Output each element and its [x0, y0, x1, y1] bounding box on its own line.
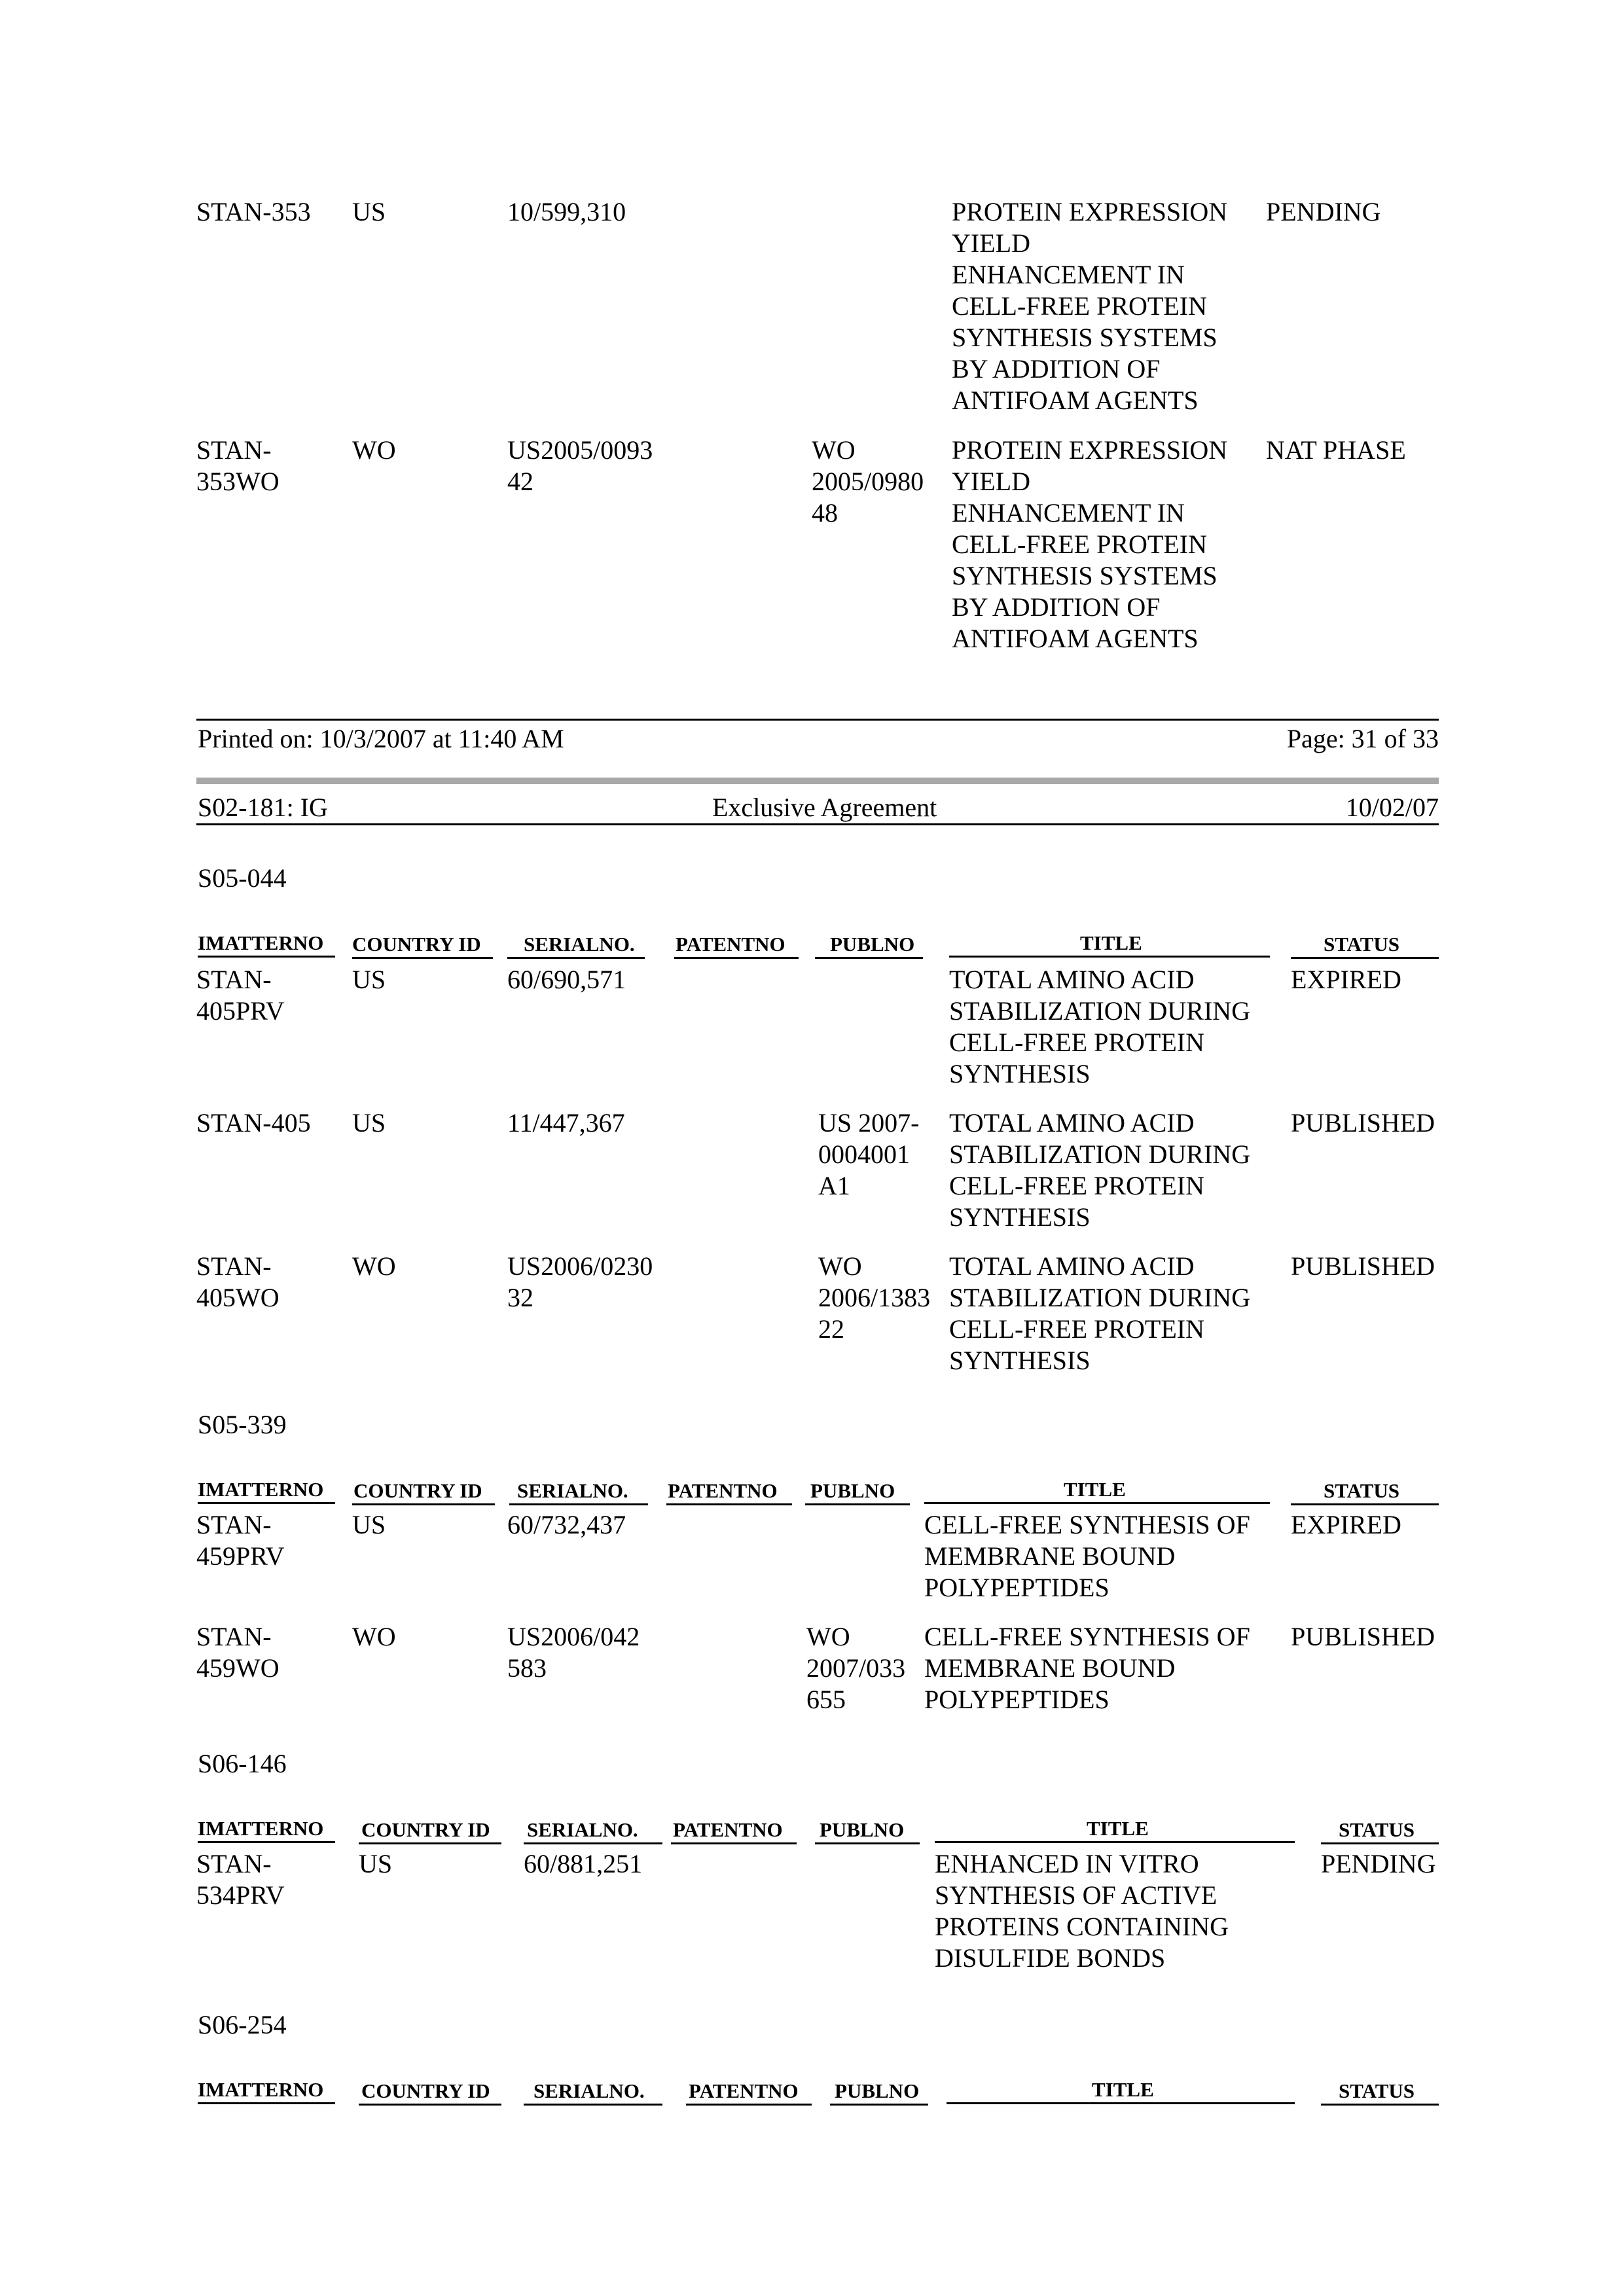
doc-date: 10/02/07	[1345, 793, 1439, 822]
col-patent: PATENTNO	[676, 933, 785, 956]
col-publ: PUBLNO	[820, 1818, 905, 1841]
col-patent: PATENTNO	[689, 2079, 799, 2102]
doc-type: Exclusive Agreement	[712, 793, 937, 822]
col-publ: PUBLNO	[835, 2079, 920, 2102]
section-id: S05-339	[198, 1410, 287, 1439]
col-status: STATUS	[1324, 933, 1400, 956]
country-cell: WO	[352, 1251, 396, 1281]
col-publ: PUBLNO	[810, 1479, 895, 1502]
col-serial: SERIALNO.	[533, 2079, 645, 2102]
col-imatterno: IMATTERNO	[198, 2078, 324, 2101]
title-cell: TOTAL AMINO ACID STABILIZATION DURING CELL-FREE PROTEIN SYNTHESIS	[949, 1251, 1251, 1375]
col-serial: SERIALNO.	[524, 933, 635, 956]
header-rule	[196, 823, 1439, 825]
col-serial: SERIALNO.	[517, 1479, 628, 1502]
section-id: S06-254	[198, 2010, 287, 2039]
col-serial: SERIALNO.	[527, 1818, 638, 1841]
status-cell: PUBLISHED	[1291, 1622, 1435, 1651]
col-title: TITLE	[1092, 2078, 1154, 2101]
page-number: Page: 31 of 33	[1286, 724, 1439, 753]
col-imatterno: IMATTERNO	[198, 1817, 324, 1840]
section-id: S06-146	[198, 1749, 287, 1778]
title-cell: TOTAL AMINO ACID STABILIZATION DURING CELL-FREE PROTEIN SYNTHESIS	[949, 1108, 1251, 1232]
footer-rule	[196, 719, 1439, 721]
col-country: COUNTRY ID	[361, 2079, 490, 2102]
status-cell: EXPIRED	[1291, 965, 1401, 994]
publ-cell: WO 2007/033 655	[806, 1622, 906, 1714]
imatterno-cell: STAN- 405WO	[196, 1251, 280, 1312]
status-cell: PENDING	[1266, 197, 1381, 226]
country-cell: US	[352, 197, 386, 226]
printed-on: Printed on: 10/3/2007 at 11:40 AM	[198, 724, 564, 753]
serial-cell: US2005/0093 42	[507, 435, 653, 496]
country-cell: US	[352, 1510, 386, 1539]
doc-id: S02-181: IG	[198, 793, 328, 822]
status-cell: PENDING	[1321, 1849, 1436, 1878]
status-cell: EXPIRED	[1291, 1510, 1401, 1539]
col-status: STATUS	[1339, 1818, 1415, 1841]
publ-cell: US 2007- 0004001 A1	[818, 1108, 920, 1200]
col-publ: PUBLNO	[830, 933, 915, 956]
title-cell: PROTEIN EXPRESSION YIELD ENHANCEMENT IN CELL-FREE PROTEIN SYNTHESIS SYSTEMS BY ADDITION OF ANTIFOAM AGENTS	[952, 197, 1228, 415]
imatterno-cell: STAN-405	[196, 1108, 311, 1138]
imatterno-cell: STAN-353	[196, 197, 311, 226]
serial-cell: US2006/0230 32	[507, 1251, 653, 1312]
col-country: COUNTRY ID	[352, 933, 481, 956]
imatterno-cell: STAN- 459WO	[196, 1622, 280, 1683]
col-status: STATUS	[1324, 1479, 1400, 1502]
title-cell: TOTAL AMINO ACID STABILIZATION DURING CELL-FREE PROTEIN SYNTHESIS	[949, 965, 1251, 1088]
page-break-band	[196, 778, 1439, 784]
col-title: TITLE	[1087, 1817, 1149, 1840]
publ-cell: WO 2006/1383 22	[818, 1251, 931, 1344]
col-country: COUNTRY ID	[353, 1479, 482, 1502]
title-cell: CELL-FREE SYNTHESIS OF MEMBRANE BOUND POLYPEPTIDES	[924, 1622, 1250, 1714]
col-country: COUNTRY ID	[361, 1818, 490, 1841]
col-patent: PATENTNO	[673, 1818, 783, 1841]
serial-cell: 60/732,437	[507, 1510, 626, 1539]
serial-cell: 10/599,310	[507, 197, 626, 226]
col-imatterno: IMATTERNO	[198, 931, 324, 954]
imatterno-cell: STAN- 534PRV	[196, 1849, 285, 1910]
country-cell: US	[352, 1108, 386, 1138]
col-imatterno: IMATTERNO	[198, 1478, 324, 1501]
serial-cell: 60/881,251	[524, 1849, 643, 1878]
serial-cell: 60/690,571	[507, 965, 626, 994]
status-cell: PUBLISHED	[1291, 1251, 1435, 1281]
imatterno-cell: STAN- 459PRV	[196, 1510, 285, 1571]
title-cell: PROTEIN EXPRESSION YIELD ENHANCEMENT IN CELL-FREE PROTEIN SYNTHESIS SYSTEMS BY ADDITION OF ANTIFOAM AGENTS	[952, 435, 1228, 653]
country-cell: US	[359, 1849, 393, 1878]
status-cell: PUBLISHED	[1291, 1108, 1435, 1138]
col-title: TITLE	[1080, 931, 1142, 954]
col-status: STATUS	[1339, 2079, 1415, 2102]
imatterno-cell: STAN- 353WO	[196, 435, 280, 496]
section-id: S05-044	[198, 863, 287, 893]
country-cell: WO	[352, 1622, 396, 1651]
col-title: TITLE	[1064, 1478, 1126, 1501]
status-cell: NAT PHASE	[1266, 435, 1406, 465]
country-cell: WO	[352, 435, 396, 465]
country-cell: US	[352, 965, 386, 994]
serial-cell: 11/447,367	[507, 1108, 625, 1138]
imatterno-cell: STAN- 405PRV	[196, 965, 285, 1026]
publ-cell: WO 2005/0980 48	[812, 435, 924, 528]
title-cell: ENHANCED IN VITRO SYNTHESIS OF ACTIVE PROTEINS CONTAINING DISULFIDE BONDS	[935, 1849, 1229, 1973]
col-patent: PATENTNO	[668, 1479, 778, 1502]
serial-cell: US2006/042 583	[507, 1622, 640, 1683]
title-cell: CELL-FREE SYNTHESIS OF MEMBRANE BOUND POLYPEPTIDES	[924, 1510, 1250, 1602]
